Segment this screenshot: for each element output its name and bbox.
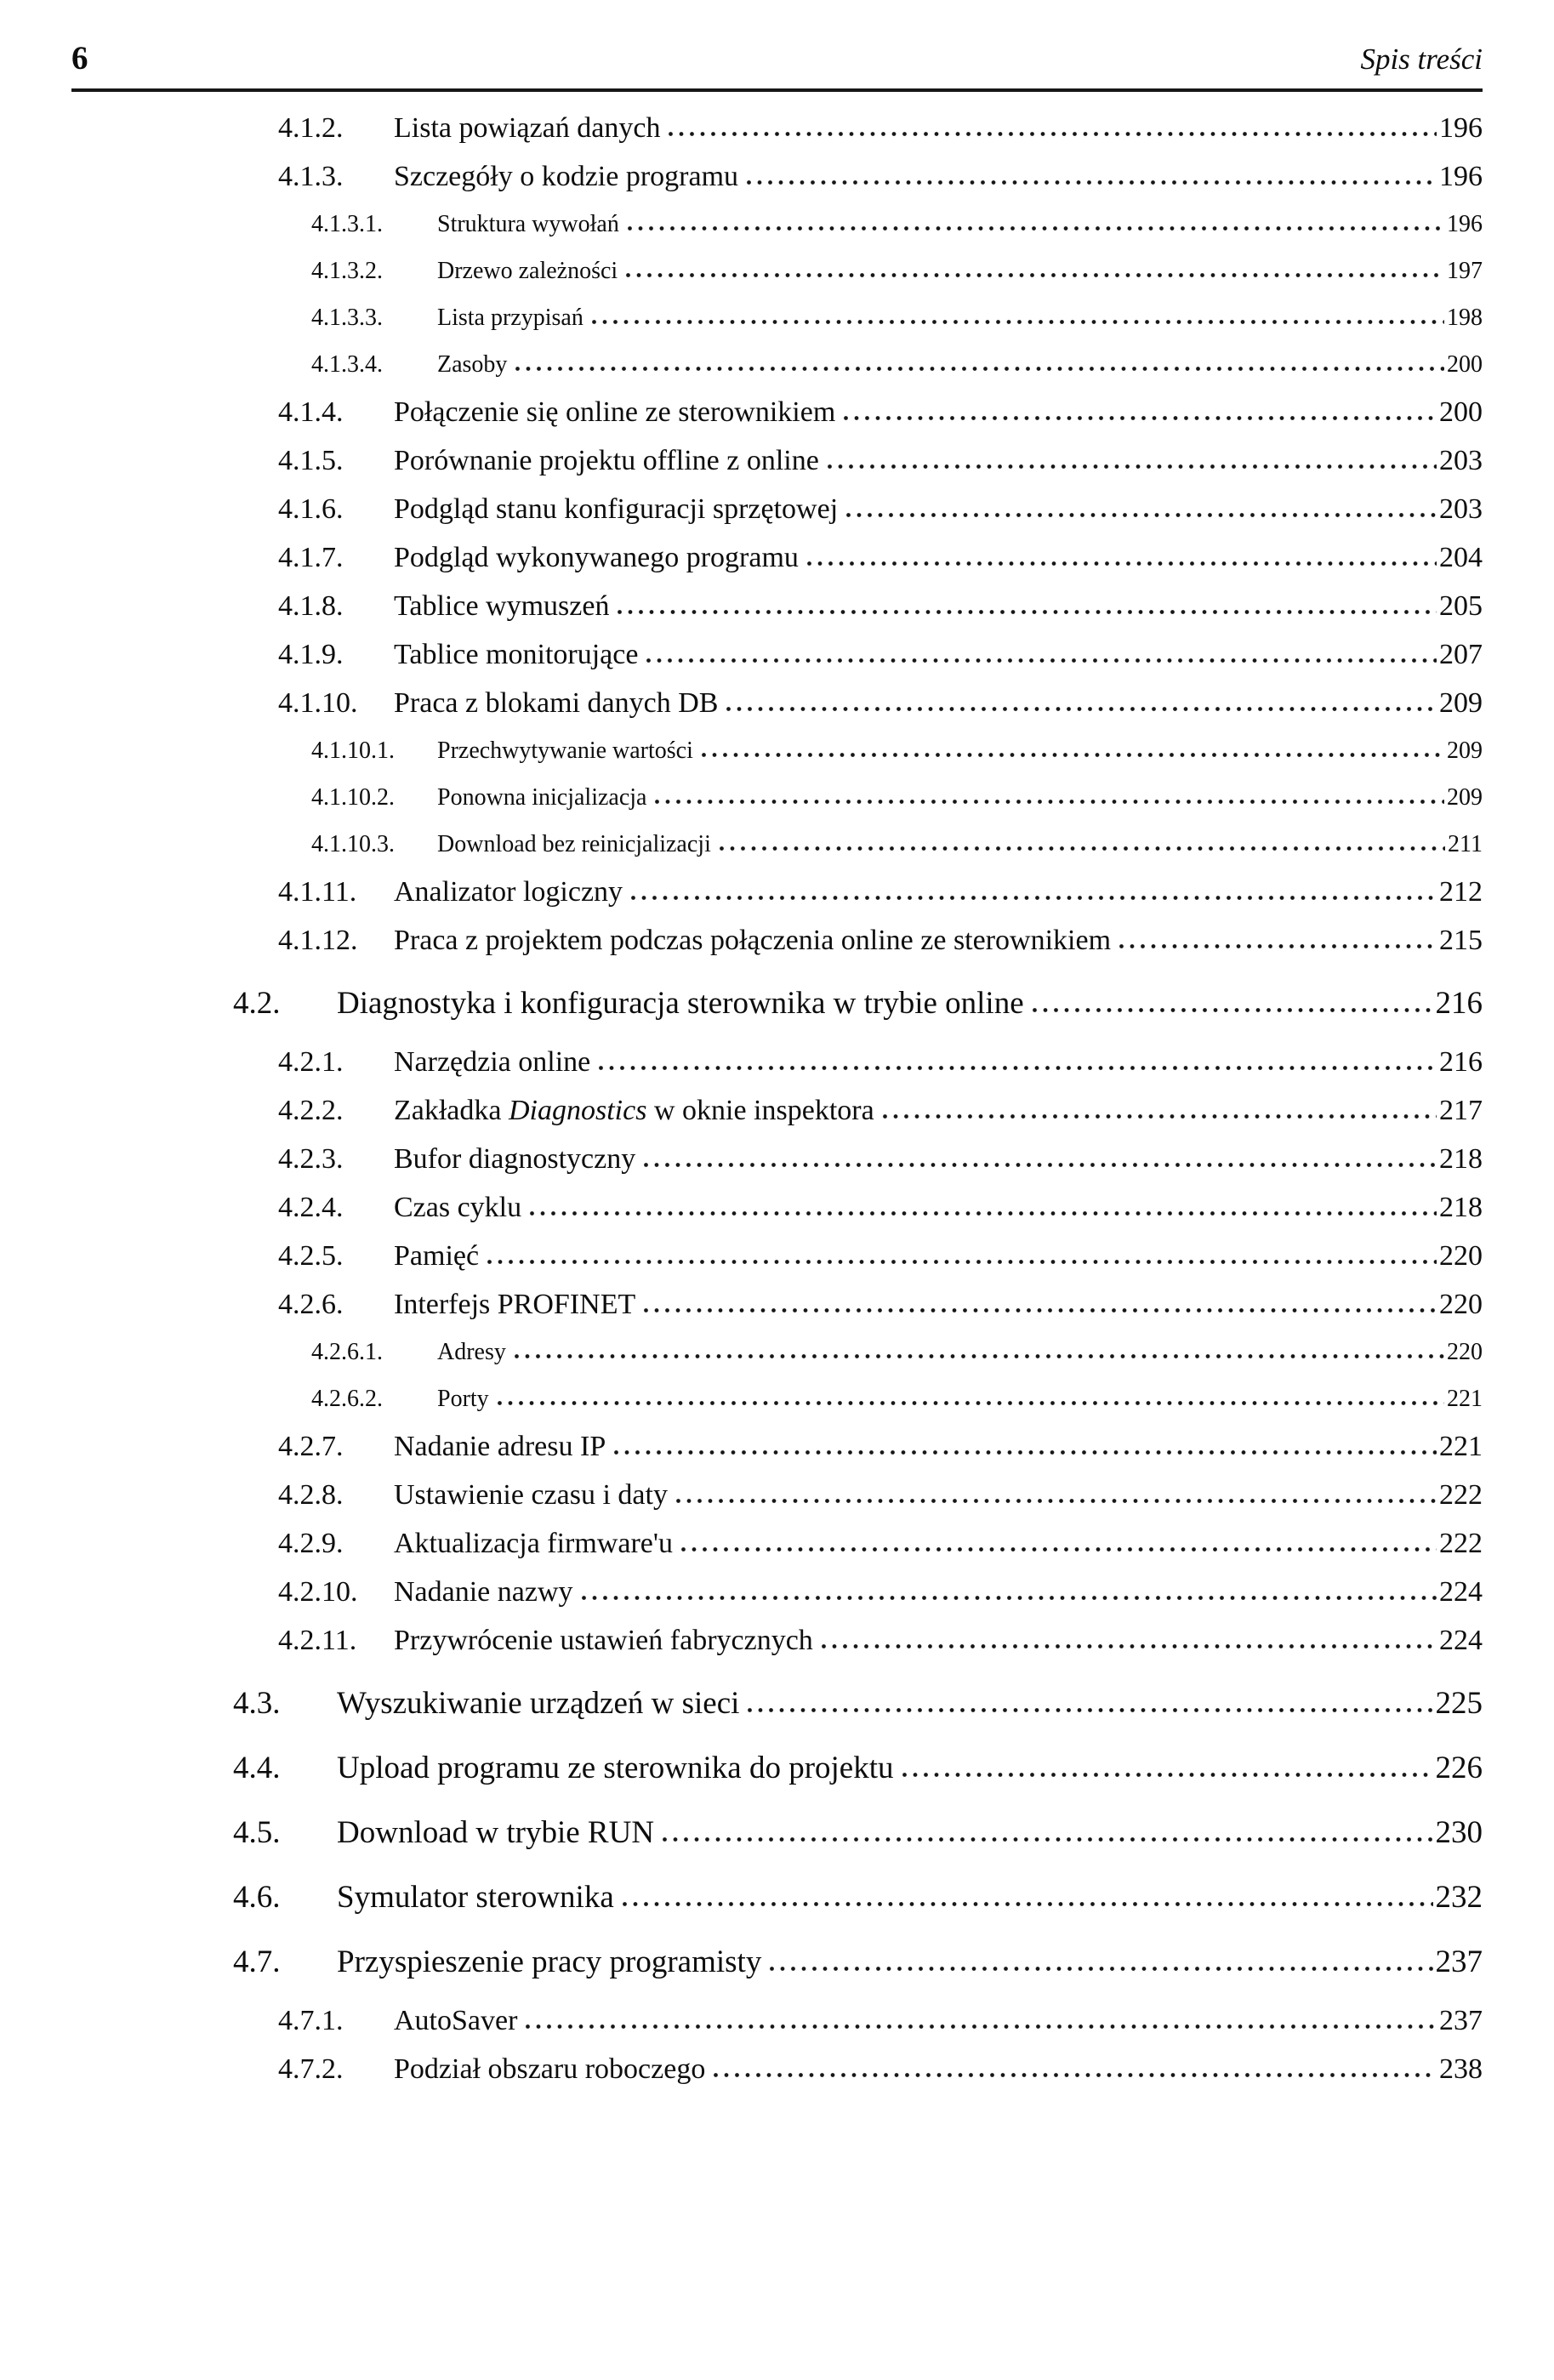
toc-entry-title	[337, 1678, 739, 1729]
dot-leader	[883, 1114, 1437, 1119]
toc-entry-title	[437, 1329, 506, 1375]
toc-entry	[71, 1743, 1483, 1794]
toc-entry-title-text: Nadanie adresu IP	[394, 1431, 606, 1462]
toc-entry-number: 4.1.10.2.	[311, 784, 395, 811]
toc-entry-title-text: Ponowna inicjalizacja	[437, 784, 647, 811]
toc-entry-title	[394, 388, 835, 436]
dot-leader	[844, 416, 1437, 421]
toc-entry-title	[394, 436, 819, 485]
toc-entry	[71, 1808, 1483, 1859]
toc-entry-number: 4.1.10.3.	[311, 831, 395, 857]
toc-entry-title-text: Struktura wywołań	[437, 211, 619, 237]
toc-entry-title	[394, 1422, 606, 1471]
toc-entry-title-text: Symulator sterownika	[337, 1880, 614, 1915]
toc-entry-title-text: Download w trybie RUN	[337, 1815, 655, 1850]
toc-entry-number: 4.5.	[233, 1815, 281, 1850]
toc-entry	[71, 104, 1483, 152]
toc-entry-title	[394, 1232, 479, 1280]
toc-entry	[71, 1086, 1483, 1135]
toc-page-number: 209	[1447, 784, 1483, 811]
toc-entry-title-text: Podgląd wykonywanego programu	[394, 542, 799, 573]
dot-leader	[487, 1260, 1437, 1265]
toc-entry	[71, 1038, 1483, 1086]
toc-entry-title	[394, 1086, 874, 1135]
toc-entry	[71, 533, 1483, 582]
toc-entry	[71, 1422, 1483, 1471]
toc-entry-title	[394, 1135, 635, 1183]
toc-entry-title	[437, 341, 507, 388]
toc-page-number: 225	[1435, 1686, 1483, 1721]
toc-entry-title	[394, 868, 623, 916]
toc-entry	[71, 1183, 1483, 1232]
dot-leader	[828, 464, 1437, 470]
toc-entry-number: 4.6.	[233, 1880, 281, 1915]
toc-entry	[71, 630, 1483, 679]
toc-entry	[71, 1996, 1483, 2045]
toc-entry-title	[337, 978, 1024, 1029]
dot-leader	[526, 2024, 1437, 2030]
toc-entry-title-text: Adresy	[437, 1339, 506, 1365]
toc-entry-title	[437, 821, 711, 868]
toc-page-number: 196	[1439, 161, 1483, 192]
toc-entry-title-text: Nadanie nazwy	[394, 1576, 573, 1608]
toc-page-number: 216	[1439, 1046, 1483, 1078]
toc-page-number: 209	[1439, 687, 1483, 719]
toc-entry-number: 4.1.3.2.	[311, 258, 383, 284]
toc-entry	[71, 727, 1483, 774]
toc-entry-number: 4.2.4.	[278, 1192, 344, 1223]
toc-entry-number: 4.2.11.	[278, 1625, 357, 1656]
toc-entry-title-text: Podział obszaru roboczego	[394, 2053, 706, 2085]
toc-entry-number: 4.2.5.	[278, 1240, 344, 1272]
dot-leader	[714, 2073, 1437, 2078]
toc-page-number: 196	[1447, 211, 1483, 237]
toc-page-number: 222	[1439, 1528, 1483, 1559]
toc-entry-title-text: Upload programu ze sterownika do projektu	[337, 1751, 894, 1785]
toc-entry-title-text: Zakładka	[394, 1095, 509, 1126]
toc-page-number: 237	[1435, 1944, 1483, 1979]
toc-entry-title	[394, 1038, 590, 1086]
toc-page-number: 221	[1447, 1386, 1483, 1412]
toc-entry	[71, 1568, 1483, 1616]
dot-leader	[631, 896, 1437, 901]
toc-page-number: 197	[1447, 258, 1483, 284]
toc-entry-title	[394, 1183, 521, 1232]
dot-leader	[663, 1837, 1432, 1842]
toc-entry-title	[394, 916, 1111, 965]
toc-entry-number: 4.2.6.	[278, 1289, 344, 1320]
toc-page-number: 217	[1439, 1095, 1483, 1126]
toc-entry-title	[394, 1280, 635, 1329]
toc-page-number: 220	[1447, 1339, 1483, 1365]
toc-page-number: 203	[1439, 493, 1483, 525]
toc-entry-title	[394, 1568, 573, 1616]
toc-entry-title-text: Lista powiązań danych	[394, 112, 661, 144]
toc-entry-title	[394, 485, 838, 533]
dot-leader	[628, 226, 1444, 231]
toc-page-number: 218	[1439, 1192, 1483, 1223]
toc-entry-title	[394, 104, 660, 152]
toc-entry-title	[394, 582, 609, 630]
toc-entry	[71, 152, 1483, 201]
dot-leader	[592, 320, 1444, 325]
toc-entry-title-text: Połączenie się online ze sterownikiem	[394, 396, 836, 428]
toc-page-number: 220	[1439, 1240, 1483, 1272]
toc-entry	[71, 1519, 1483, 1568]
toc-entry-title	[394, 152, 738, 201]
dot-leader	[644, 1163, 1437, 1168]
toc-entry-title	[394, 2045, 705, 2093]
dot-leader	[846, 513, 1437, 518]
dot-leader	[626, 273, 1444, 278]
toc-page-number: 215	[1439, 925, 1483, 956]
toc-entry	[71, 1937, 1483, 1988]
toc-entry-title	[394, 1996, 517, 2045]
toc-page-number: 237	[1439, 2005, 1483, 2036]
dot-leader	[770, 1967, 1432, 1972]
toc-entry	[71, 1375, 1483, 1422]
toc-entry-title-text: Szczegóły o kodzie programu	[394, 161, 739, 192]
toc-page-number: 200	[1439, 396, 1483, 428]
toc-entry-title-text: Pamięć	[394, 1240, 480, 1272]
dot-leader	[614, 1450, 1437, 1455]
dot-leader	[530, 1211, 1437, 1216]
toc-entry-number: 4.2.1.	[278, 1046, 344, 1078]
toc-entry	[71, 868, 1483, 916]
toc-entry-number: 4.1.8.	[278, 590, 344, 622]
toc-entry-title-text: Porównanie projektu offline z online	[394, 445, 819, 476]
header-rule	[71, 88, 1483, 92]
toc-entry-title-text: Przywrócenie ustawień fabrycznych	[394, 1625, 813, 1656]
toc-entry-title	[437, 774, 646, 821]
toc-entry	[71, 1471, 1483, 1519]
toc-entry	[71, 774, 1483, 821]
toc-entry-title-text: Przyspieszenie pracy programisty	[337, 1944, 762, 1979]
toc-page-number: 230	[1435, 1815, 1483, 1850]
toc-entry-number: 4.2.8.	[278, 1479, 344, 1511]
toc-entry-number: 4.2.3.	[278, 1143, 344, 1175]
toc-entry	[71, 2045, 1483, 2093]
toc-entry-number: 4.1.11.	[278, 876, 357, 908]
toc-entry-number: 4.3.	[233, 1686, 281, 1721]
toc-entry-number: 4.1.6.	[278, 493, 344, 525]
toc-entry-number: 4.7.1.	[278, 2005, 344, 2036]
toc-entry-title	[437, 1375, 489, 1422]
toc-entry-title-text: Praca z blokami danych DB	[394, 687, 719, 719]
toc-entry-number: 4.1.4.	[278, 396, 344, 428]
toc-entry	[71, 582, 1483, 630]
toc-entry-title-text: Ustawienie czasu i daty	[394, 1479, 668, 1511]
toc-entry-title	[337, 1937, 761, 1988]
dot-leader	[807, 561, 1437, 567]
toc-page-number: 198	[1447, 305, 1483, 331]
page-number: 6	[71, 40, 88, 77]
toc-entry	[71, 248, 1483, 294]
toc-entry-number: 4.7.2.	[278, 2053, 344, 2085]
toc-entry-title	[394, 1471, 668, 1519]
toc-entry-number: 4.1.7.	[278, 542, 344, 573]
dot-leader	[644, 1308, 1437, 1313]
toc-page-number: 238	[1439, 2053, 1483, 2085]
toc-entry	[71, 1329, 1483, 1375]
toc-entry-title-text: Zasoby	[437, 351, 508, 378]
dot-leader	[1033, 1008, 1433, 1013]
toc-entry-number: 4.1.3.	[278, 161, 344, 192]
toc-page-number: 203	[1439, 445, 1483, 476]
toc-entry-number: 4.1.5.	[278, 445, 344, 476]
toc-entry	[71, 821, 1483, 868]
toc-page-number: 200	[1447, 351, 1483, 378]
dot-leader	[720, 846, 1445, 851]
dot-leader	[599, 1066, 1437, 1071]
dot-leader	[747, 180, 1437, 185]
toc-page-number: 204	[1439, 542, 1483, 573]
toc-entry	[71, 978, 1483, 1029]
toc-entry	[71, 1135, 1483, 1183]
toc-entry-title-text: Drzewo zależności	[437, 258, 618, 284]
toc-entry-title-text: Czas cyklu	[394, 1192, 522, 1223]
toc-entry	[71, 1280, 1483, 1329]
page-header	[71, 39, 1483, 77]
toc-entry-number: 4.1.9.	[278, 639, 344, 670]
dot-leader	[623, 1902, 1433, 1907]
dot-leader	[655, 800, 1444, 805]
toc-entry-title	[394, 630, 638, 679]
toc-entry-number: 4.1.3.4.	[311, 351, 383, 378]
dot-leader	[646, 658, 1437, 663]
toc-entry	[71, 436, 1483, 485]
toc-entry-title-text: Tablice wymuszeń	[394, 590, 610, 622]
toc-entry-title-text: Aktualizacja firmware'u	[394, 1528, 674, 1559]
dot-leader	[702, 753, 1444, 758]
toc-entry-number: 4.2.10.	[278, 1576, 358, 1608]
toc-entry-title	[437, 248, 618, 294]
toc-entry-title	[437, 201, 619, 248]
dot-leader	[498, 1401, 1444, 1406]
toc-entry-number: 4.2.7.	[278, 1431, 344, 1462]
toc-page-number: 224	[1439, 1576, 1483, 1608]
toc-entry-number: 4.2.6.1.	[311, 1339, 383, 1365]
toc-entry-number: 4.1.10.1.	[311, 737, 395, 764]
toc-entry-title	[337, 1808, 654, 1859]
toc-entry-number: 4.1.10.	[278, 687, 358, 719]
toc-entry-number: 4.2.6.2.	[311, 1386, 383, 1412]
toc-entry-title-text: Download bez reinicjalizacji	[437, 831, 711, 857]
toc-entry-title-text: Diagnostyka i konfiguracja sterownika w trybie online	[337, 986, 1024, 1021]
toc-entry-title-text: Tablice monitorujące	[394, 639, 639, 670]
toc-entry-number: 4.1.3.3.	[311, 305, 383, 331]
toc-entry-title	[437, 727, 693, 774]
toc-page-number: 218	[1439, 1143, 1483, 1175]
dot-leader	[676, 1499, 1437, 1504]
dot-leader	[515, 1354, 1444, 1359]
toc-page-number: 216	[1435, 986, 1483, 1021]
dot-leader	[669, 132, 1437, 137]
toc-entry	[71, 1232, 1483, 1280]
toc-entry	[71, 201, 1483, 248]
toc-entry-title	[437, 294, 583, 341]
toc-page-number: 226	[1435, 1751, 1483, 1785]
toc-entry	[71, 294, 1483, 341]
dot-leader	[726, 707, 1437, 712]
dot-leader	[1119, 944, 1437, 949]
toc-page-number: 221	[1439, 1431, 1483, 1462]
toc-entry-number: 4.4.	[233, 1751, 281, 1785]
toc-entry-title	[337, 1743, 894, 1794]
dot-leader	[748, 1708, 1432, 1713]
toc-entry-title-text: Porty	[437, 1386, 489, 1412]
toc-page-number: 209	[1447, 737, 1483, 764]
dot-leader	[822, 1644, 1437, 1649]
toc-entry-title	[337, 1872, 614, 1923]
toc-page-number: 224	[1439, 1625, 1483, 1656]
toc-entry-title-text: Narzędzia online	[394, 1046, 591, 1078]
toc-entry-title-text: Lista przypisań	[437, 305, 583, 331]
toc-entry	[71, 1872, 1483, 1923]
toc-list	[71, 104, 1483, 2093]
toc-page-number: 220	[1439, 1289, 1483, 1320]
toc-entry-title-text: Interfejs PROFINET	[394, 1289, 636, 1320]
dot-leader	[582, 1596, 1437, 1601]
toc-entry	[71, 341, 1483, 388]
toc-page-number: 196	[1439, 112, 1483, 144]
toc-entry-title	[394, 1519, 673, 1568]
toc-entry-title-text: Bufor diagnostyczny	[394, 1143, 636, 1175]
toc-page-number: 232	[1435, 1880, 1483, 1915]
toc-page-number: 205	[1439, 590, 1483, 622]
toc-entry-number: 4.1.2.	[278, 112, 344, 144]
toc-entry-title-text: Przechwytywanie wartości	[437, 737, 693, 764]
toc-entry-title-text: Analizator logiczny	[394, 876, 623, 908]
toc-page-number: 207	[1439, 639, 1483, 670]
dot-leader	[618, 610, 1437, 615]
toc-entry	[71, 388, 1483, 436]
dot-leader	[902, 1773, 1433, 1778]
toc-entry-title-suffix: w oknie inspektora	[646, 1095, 874, 1126]
toc-entry-number: 4.2.	[233, 986, 281, 1021]
toc-entry	[71, 916, 1483, 965]
toc-entry	[71, 679, 1483, 727]
toc-entry-title-text: AutoSaver	[394, 2005, 518, 2036]
toc-entry	[71, 485, 1483, 533]
toc-page-number: 222	[1439, 1479, 1483, 1511]
toc-entry-title-text: Wyszukiwanie urządzeń w sieci	[337, 1686, 740, 1721]
toc-entry-title	[394, 1616, 813, 1665]
dot-leader	[515, 367, 1444, 372]
toc-entry-number: 4.2.2.	[278, 1095, 344, 1126]
toc-entry-title-text: Podgląd stanu konfiguracji sprzętowej	[394, 493, 839, 525]
toc-entry-number: 4.1.12.	[278, 925, 358, 956]
toc-entry-number: 4.7.	[233, 1944, 281, 1979]
toc-entry-title	[394, 679, 718, 727]
toc-entry-title	[394, 533, 799, 582]
toc-page-number: 212	[1439, 876, 1483, 908]
toc-entry	[71, 1678, 1483, 1729]
toc-entry-number: 4.1.3.1.	[311, 211, 383, 237]
toc-page-number: 211	[1448, 831, 1483, 857]
header-title: Spis treści	[1360, 43, 1483, 76]
toc-entry	[71, 1616, 1483, 1665]
toc-entry-number: 4.2.9.	[278, 1528, 344, 1559]
toc-entry-title-text: Praca z projektem podczas połączenia online ze sterownikiem	[394, 925, 1112, 956]
toc-entry-title-italic: Diagnostics	[509, 1095, 647, 1126]
dot-leader	[681, 1547, 1437, 1552]
